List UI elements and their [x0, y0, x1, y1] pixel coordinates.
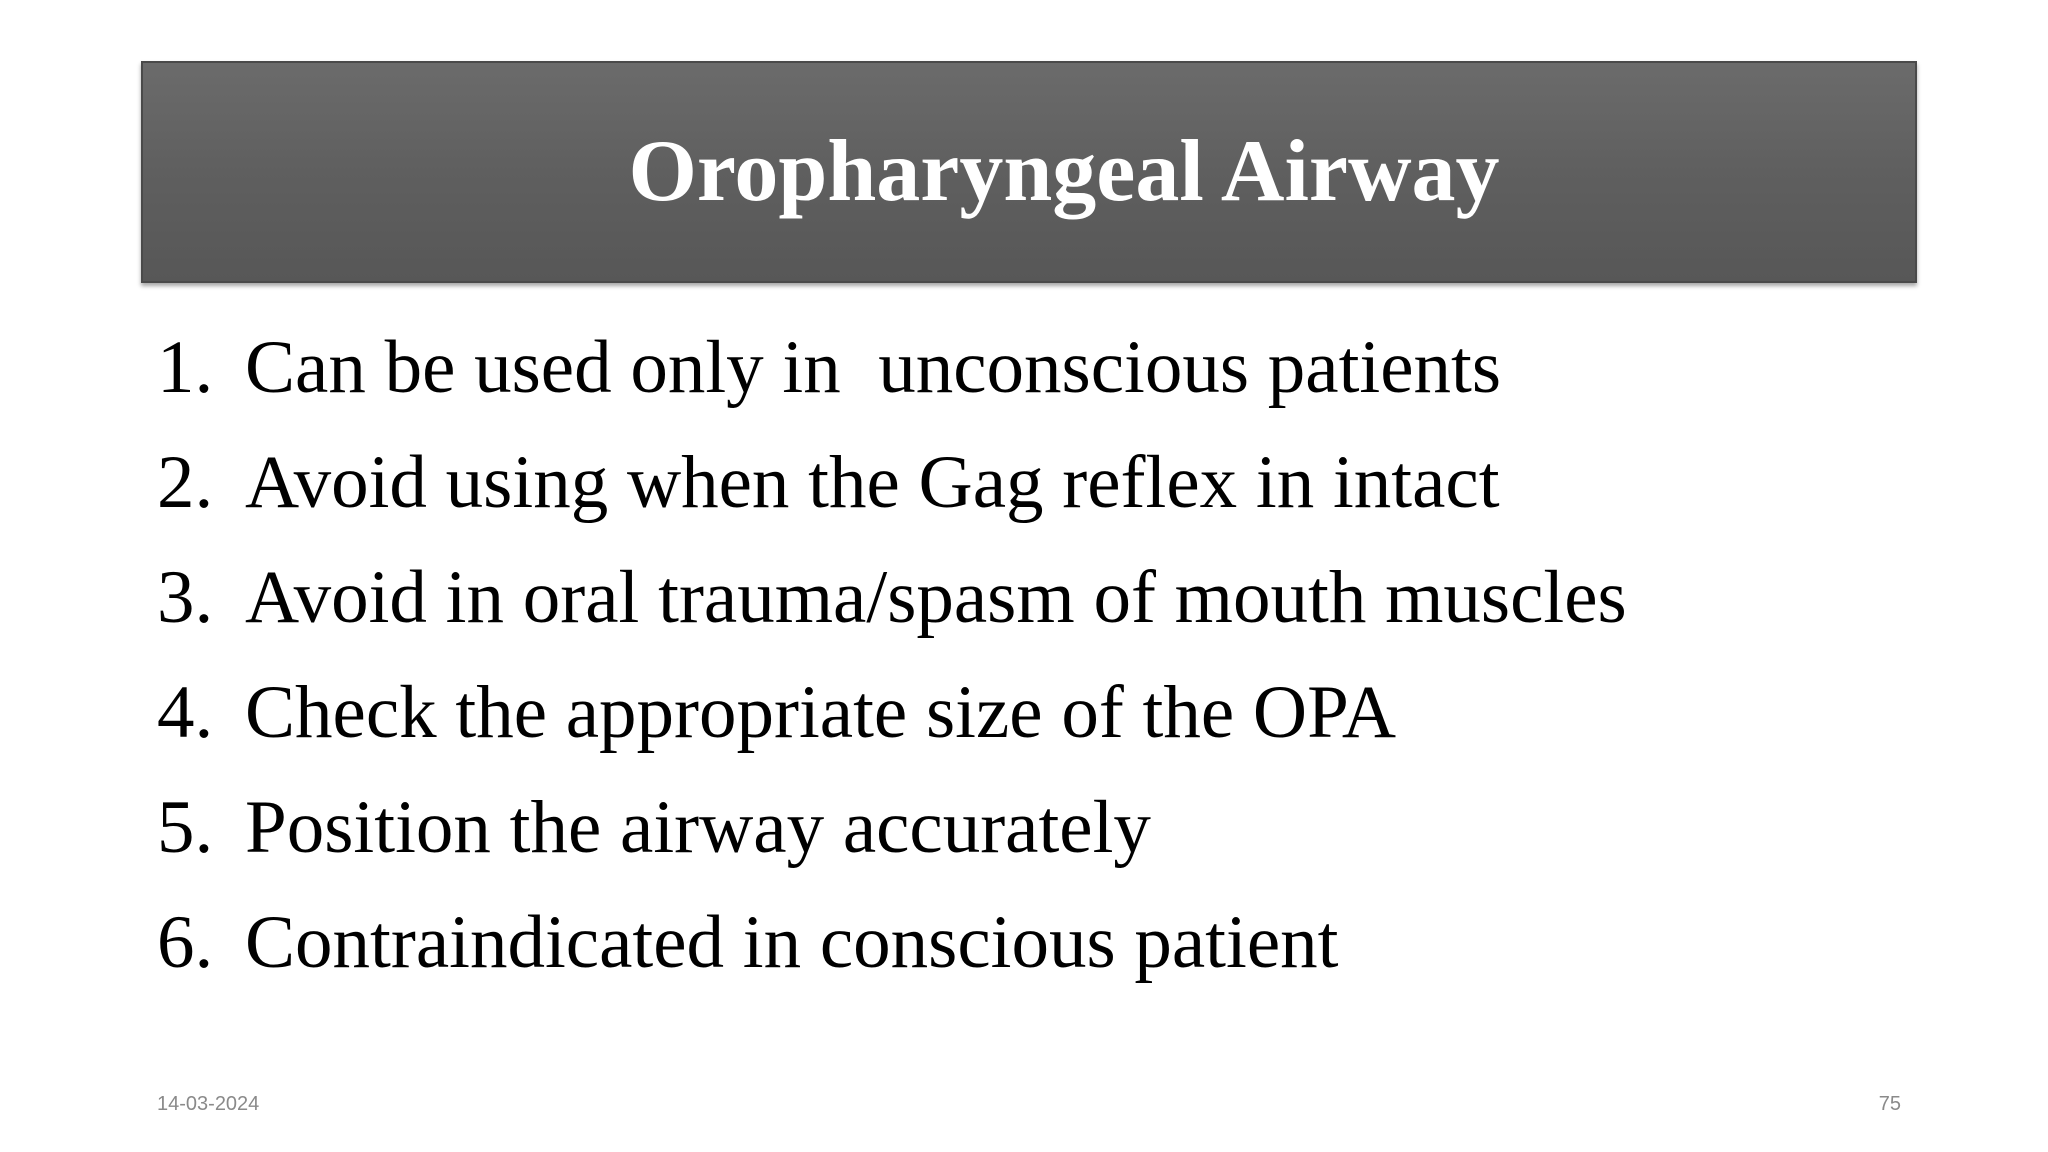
list-item [157, 433, 1917, 548]
list-item-number: 2. [157, 441, 214, 524]
list-item-number: 1. [157, 326, 214, 409]
list-item-text: Avoid in oral trauma/spasm of mouth muscles [245, 556, 1627, 639]
list-item [157, 778, 1917, 893]
list-item-text: Position the airway accurately [245, 786, 1151, 869]
list-item-text: Can be used only in unconscious patients [245, 326, 1502, 409]
list-item-number: 4. [157, 671, 214, 754]
list-item-text: Contraindicated in conscious patient [245, 901, 1339, 984]
list-item-text: Avoid using when the Gag reflex in intact [245, 441, 1500, 524]
footer-date: 14-03-2024 [157, 1093, 260, 1115]
list-item-number: 5. [157, 786, 214, 869]
list-item [157, 548, 1917, 663]
list-item-number: 3. [157, 556, 214, 639]
list-item [157, 663, 1917, 778]
list-item [157, 318, 1917, 433]
list-item [157, 893, 1917, 1008]
page-number: 75 [1878, 1093, 1901, 1115]
list-item-number: 6. [157, 901, 214, 984]
slide-title: Oropharyngeal Airway [628, 123, 1500, 220]
bullet-list [157, 318, 1917, 1008]
title-bar [141, 61, 1917, 283]
list-item-text: Check the appropriate size of the OPA [245, 671, 1397, 754]
